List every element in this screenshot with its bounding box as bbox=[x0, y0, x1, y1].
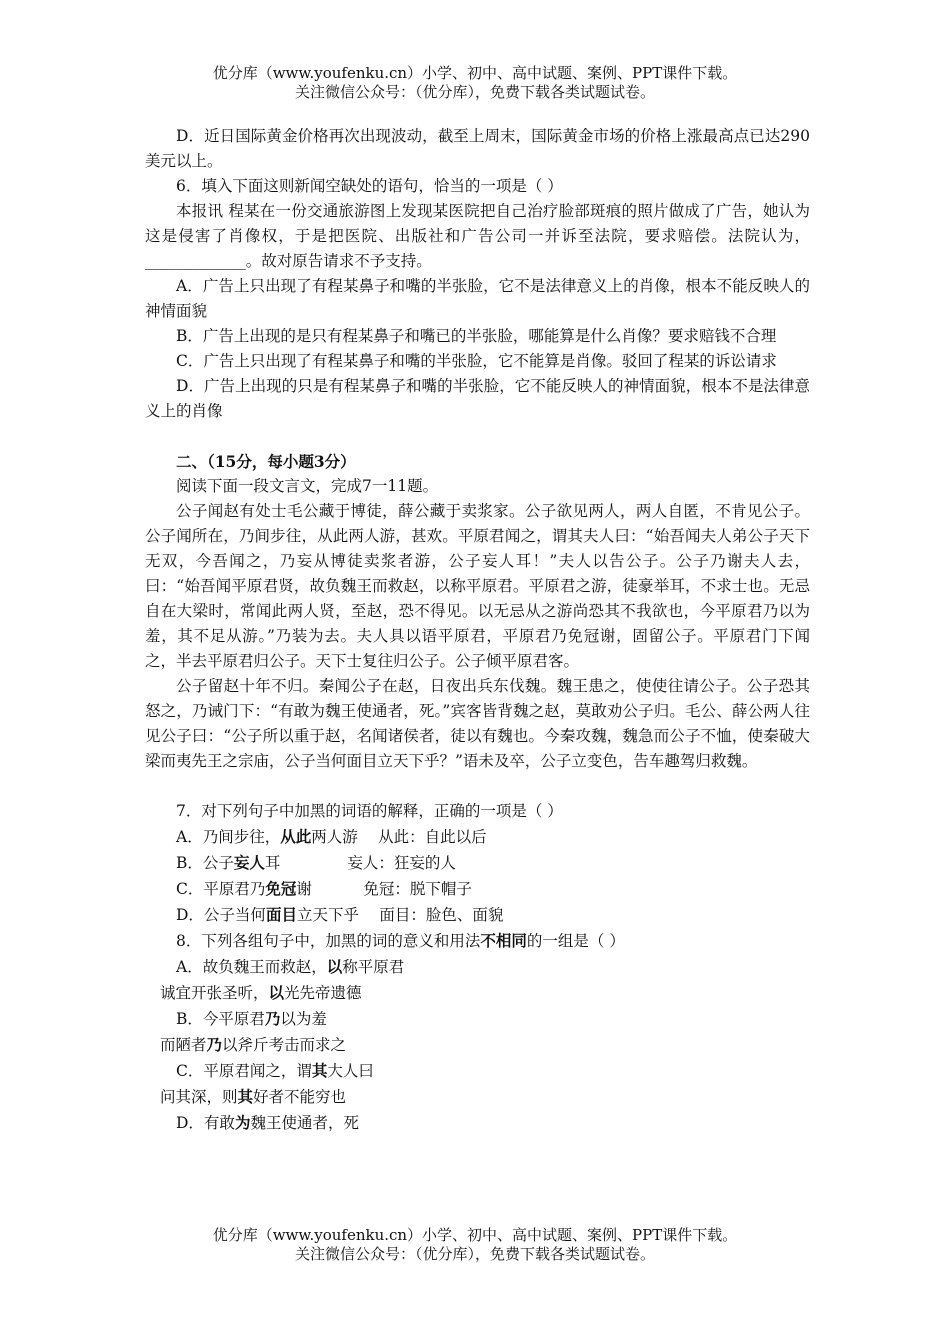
q7-option-d: D．公子当何面目立天下乎 面目：脸色、面貌 bbox=[176, 905, 504, 924]
q8-stem: 8．下列各组句子中，加黑的词的意义和用法不相同的一组是（ ） bbox=[176, 931, 625, 950]
q6-news-text: 本报讯 程某在一份交通旅游图上发现某医院把自己治疗脸部斑痕的照片做成了广告，她认为这是侵害了肖像权，于是把医院、出版社和广告公司一并诉至法院，要求赔偿。法院认为，_____________。故对原告请求不予支持。 bbox=[145, 202, 810, 270]
header-line-1: 优分库（www.youfenku.cn）小学、初中、高中试题、案例、PPT课件下载。 bbox=[212, 64, 738, 82]
q7-option-c: C．平原君乃免冠谢 免冠：脱下帽子 bbox=[176, 879, 472, 898]
document-body bbox=[145, 124, 810, 1136]
section-2-title: 二、（15分，每小题3分） bbox=[176, 452, 356, 471]
q5-option-d: D．近日国际黄金价格再次出现波动，截至上周末，国际黄金市场的价格上涨最高点已达290美元以上。 bbox=[145, 127, 810, 170]
page-header bbox=[0, 64, 950, 102]
q6-option-b: B．广告上出现的是只有程某鼻子和嘴已的半张脸，哪能算是什么肖像？要求赔钱不合理 bbox=[176, 327, 777, 345]
q8-option-c-line-1: C．平原君闻之，谓其大人曰 bbox=[176, 1061, 374, 1080]
q8-option-d-line-1: D．有敢为魏王使通者，死 bbox=[176, 1113, 359, 1132]
q7-option-b: B．公子妄人耳 妄人：狂妄的人 bbox=[176, 853, 456, 872]
q8-option-b-line-1: B．今平原君乃以为羞 bbox=[176, 1009, 327, 1028]
q8-option-c-line-2: 问其深，则其好者不能穷也 bbox=[160, 1087, 347, 1106]
footer-line-1: 优分库（www.youfenku.cn）小学、初中、高中试题、案例、PPT课件下载。 bbox=[212, 1226, 738, 1244]
q7-option-a: A．乃间步往，从此两人游 从此：自此以后 bbox=[176, 827, 487, 846]
section-2-intro: 阅读下面一段文言文，完成7一11题。 bbox=[176, 477, 439, 495]
q8-option-a-line-2: 诚宜开张圣听，以光先帝遗德 bbox=[160, 983, 362, 1002]
q6-option-a: A．广告上只出现了有程某鼻子和嘴的半张脸，它不是法律意义上的肖像，根本不能反映人的神情面貌 bbox=[145, 277, 810, 320]
q8-option-a-line-1: A．故负魏王而救赵，以称平原君 bbox=[176, 957, 405, 976]
footer-line-2: 关注微信公众号：（优分库），免费下载各类试题试卷。 bbox=[294, 1245, 655, 1263]
spacer bbox=[145, 424, 810, 449]
q7-stem: 7．对下列句子中加黑的词语的解释，正确的一项是（ ） bbox=[176, 802, 563, 820]
q6-option-d: D．广告上出现的只是有程某鼻子和嘴的半张脸，它不能反映人的神情面貌，根本不是法律意义上的肖像 bbox=[145, 377, 810, 420]
passage-paragraph-1: 公子闻赵有处士毛公藏于博徒，薛公藏于卖浆家。公子欲见两人，两人自匿，不肯见公子。公子闻所在，乃间步往，从此两人游，甚欢。平原君闻之，谓其夫人曰：“始吾闻夫人弟公子天下无双，今吾闻之，乃妄从博徒卖浆者游，公子妄人耳！”夫人以告公子。公子乃谢夫人去，曰：“始吾闻平原君贤，故负魏王而救赵，以称平原君。平原君之游，徒豪举耳，不求士也。无忌自在大梁时，常闻此两人贤，至赵，恐不得见。以无忌从之游尚恐其不我欲也，今平原君乃以为羞，其不足从游。”乃装为去。夫人具以语平原君，平原君乃免冠谢，固留公子。平原君门下闻之，半去平原君归公子。天下士复往归公子。公子倾平原君客。 bbox=[145, 502, 810, 670]
header-line-2: 关注微信公众号：（优分库），免费下载各类试题试卷。 bbox=[294, 83, 655, 101]
spacer bbox=[145, 774, 810, 799]
page-footer bbox=[0, 1226, 950, 1264]
q6-stem: 6．填入下面这则新闻空缺处的语句，恰当的一项是（ ） bbox=[176, 177, 563, 195]
q6-option-c: C．广告上只出现了有程某鼻子和嘴的半张脸，它不能算是肖像。驳回了程某的诉讼请求 bbox=[176, 352, 777, 370]
q8-option-b-line-2: 而陋者乃以斧斤考击而求之 bbox=[160, 1035, 347, 1054]
passage-paragraph-2: 公子留赵十年不归。秦闻公子在赵，日夜出兵东伐魏。魏王患之，使使往请公子。公子恐其怒之，乃诫门下：“有敢为魏王使通者，死。”宾客皆背魏之赵，莫敢劝公子归。毛公、薛公两人往见公子曰：“公子所以重于赵，名闻诸侯者，徒以有魏也。今秦攻魏，魏急而公子不恤，使秦破大梁而夷先王之宗庙，公子当何面目立天下乎？”语未及卒，公子立变色，告车趣驾归救魏。 bbox=[145, 677, 810, 770]
